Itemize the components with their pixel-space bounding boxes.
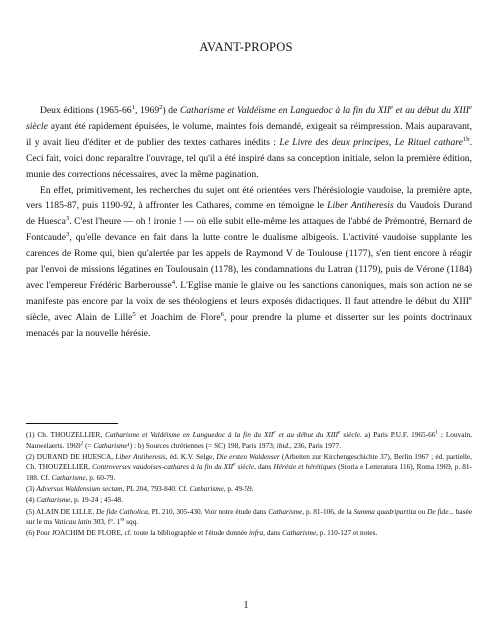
text-run: . C'est l'heure — oh ! ironie ! — où elle subit elle-même les attaques de l'abbé de Prémontré, Bernard de Fontcaude	[26, 216, 472, 244]
text-run: (Storia e Letteratura 116), Roma 1969, p. 81-188. Cf.	[26, 462, 472, 482]
text-run: (4)	[26, 495, 37, 505]
text-run: . a) Paris P.U.F. 1965-66	[359, 430, 436, 439]
superscript: 3	[65, 231, 70, 239]
text-run: , p. 110-127 et notes.	[316, 528, 378, 538]
footnote	[26, 452, 472, 484]
italic-text: Vaticau latin	[54, 517, 92, 527]
footnote-separator	[26, 423, 118, 424]
italic-text: Liber Antiheresis	[327, 200, 394, 212]
italic-text: Catharisme et Valdéisme en Languedoc à la fin du XII	[179, 105, 391, 116]
text-run: (6) Pour JOACHIM DE FLORE, cf. toute la bibliographie et l'étude donnée	[26, 528, 250, 538]
text-run: (Arbeiten zur Kirchengeschichte 37), Berlin 1967 ; éd. partielle, Ch. THOUZELLIER,	[26, 451, 472, 472]
superscript: e	[338, 429, 341, 436]
text-run: ¹) : b) Sources chrétiennes (= SC) 198, Paris 1973;	[127, 440, 277, 450]
text-run: , 236, Paris 1977.	[289, 440, 342, 450]
text-run: , dans	[263, 528, 283, 538]
body-text	[26, 103, 472, 342]
superscript: 1	[131, 103, 135, 111]
text-run: du Vaudois Durand de Huesca	[26, 200, 472, 228]
text-run: et Joachim de Flore	[135, 311, 221, 323]
superscript: 1	[435, 429, 438, 436]
italic-text: Die ersten Waldenser	[216, 451, 280, 461]
superscript: e	[390, 103, 394, 111]
italic-text: Catharisme et Valdéisme en Languedoc à la fin du XII	[105, 430, 274, 439]
italic-text: Catharisme	[93, 440, 128, 450]
superscript: ra	[120, 516, 125, 523]
text-run: , p. 81-106, de la	[302, 506, 354, 516]
italic-text: Hérésie et hérétiques	[273, 462, 337, 472]
text-run: , PL 204, 793-840. Cf.	[122, 484, 190, 494]
footnote	[26, 495, 472, 506]
italic-text: Summa quadripartita	[353, 506, 417, 516]
italic-text: infra	[249, 528, 264, 538]
italic-text: ibid.	[276, 440, 290, 450]
italic-text: Catharisme	[36, 495, 71, 505]
text-run: . Ceci fait, voici donc reparaître l'ouvrage, tel qu'il a été inspiré dans sa conception initiale, selon la première édition, munie des corrections nécessaires, avec la même pagination.	[26, 136, 473, 180]
footnote	[26, 528, 472, 539]
italic-text: Le Livre des deux principes	[279, 136, 389, 148]
page-number: 1	[243, 600, 249, 611]
italic-text: et au début du XIII	[393, 105, 470, 116]
text-run: , PL 210, 305-430. Voir notre étude dans	[147, 506, 269, 516]
italic-text: Catharisme	[189, 484, 224, 494]
italic-text: Le Rituel cathare	[394, 136, 463, 148]
text-run: (=	[83, 440, 94, 450]
text-run: (3)	[26, 484, 37, 494]
text-run: , p. 49-59.	[223, 484, 254, 494]
superscript: 1b	[462, 135, 470, 143]
text-run: ... basée sur le ms	[26, 506, 472, 527]
text-run: (2) DURAND DE HUESCA,	[26, 451, 116, 461]
superscript: e	[469, 103, 472, 111]
italic-text: Catharisme	[51, 472, 86, 482]
text-run: , p. 19-24 ; 45-48.	[70, 495, 123, 505]
text-run: , p. 60-79.	[85, 472, 116, 482]
italic-text: Adversus Waldensium sectam	[36, 484, 123, 494]
superscript: 3	[65, 215, 70, 223]
text-run: sqq.	[124, 517, 139, 527]
italic-text: Catharisme	[282, 528, 317, 538]
text-run: siècle, avec Alain de Lille	[26, 311, 133, 323]
paragraph	[26, 103, 472, 183]
superscript: 6	[220, 310, 224, 318]
italic-text: De fide	[427, 506, 449, 516]
italic-text: siècle	[26, 120, 48, 132]
text-run: ou	[416, 506, 428, 516]
italic-text: Controverses vaudoises-cathares à la fin du XII	[92, 462, 234, 472]
text-run: (5) ALAIN DE LILLE,	[26, 506, 97, 516]
superscript: e	[273, 429, 276, 436]
superscript: e	[469, 294, 472, 302]
text-run: , pour prendre la plume et disserter sur les points doctrinaux menacés par la nouvelle hérésie.	[26, 311, 473, 339]
footnote	[26, 507, 472, 528]
text-run: ,	[388, 136, 395, 148]
text-run: (1) Ch. THOUZELLIER,	[26, 430, 106, 439]
superscript: e	[233, 461, 236, 468]
text-run: , qu'elle devance en fait dans la lutte contre le dualisme albigeois. L'activité vaudoise supplante les carences de Rome qui, bien qu'alertée par les appels de Raymond V de Toulouse (1177), s'en tient encore à réagir par l'envoi de missions légatines en Toulousain (1178), les condamnations du Latran (1179), puis de Vérone (1184) avec l'empereur Frédéric Barberousse	[26, 232, 472, 291]
superscript: 2	[80, 440, 84, 447]
text-run: , dans	[254, 462, 274, 472]
text-run: , éd. K.V. Selge,	[165, 451, 217, 461]
text-run: En effet, primitivement, les recherches du sujet ont été orientées vers l'hérésiologie vaudoise, la première apte, vers 1185-87, puis 1190-92, à affronter les Cathares, comme en témoigne le	[26, 184, 472, 212]
text-run: ) de	[162, 105, 180, 116]
italic-text: siècle	[235, 462, 255, 472]
text-run: ; Louvain, Nauwelaerts. 1969	[26, 430, 472, 450]
page-title: AVANT-PROPOS	[199, 40, 293, 54]
paragraph	[26, 183, 472, 342]
footnotes	[26, 430, 472, 540]
footnote	[26, 484, 472, 495]
superscript: 2	[159, 103, 163, 111]
footnote	[26, 430, 472, 451]
text-run: 303, f°. 1	[91, 517, 121, 527]
italic-text: siècle	[340, 430, 360, 439]
italic-text: et au début du XIII	[275, 430, 339, 439]
italic-text: Catharisme	[268, 506, 303, 516]
superscript: 4	[171, 278, 176, 286]
text-run: . L'Eglise manie le glaive ou les sanctions canoniques, mais son action ne se manifeste pas encore par la voix de ses théologiens et leurs exposés didactiques. Il faut attendre le début du XIII	[26, 279, 472, 307]
text-run: ayant été rapidement épuisées, le volume, maintes fois demandé, exigeait sa réimpression. Mais auparavant, il y avait lieu d'éditer et de publier des textes cathares inédits :	[26, 120, 472, 148]
italic-text: Liber Antiheresis	[115, 451, 166, 461]
text-run: , 1969	[134, 105, 160, 116]
italic-text: De fide Catholica	[96, 506, 148, 516]
text-run: Deux éditions (1965-66	[40, 105, 132, 116]
superscript: 5	[132, 310, 136, 318]
